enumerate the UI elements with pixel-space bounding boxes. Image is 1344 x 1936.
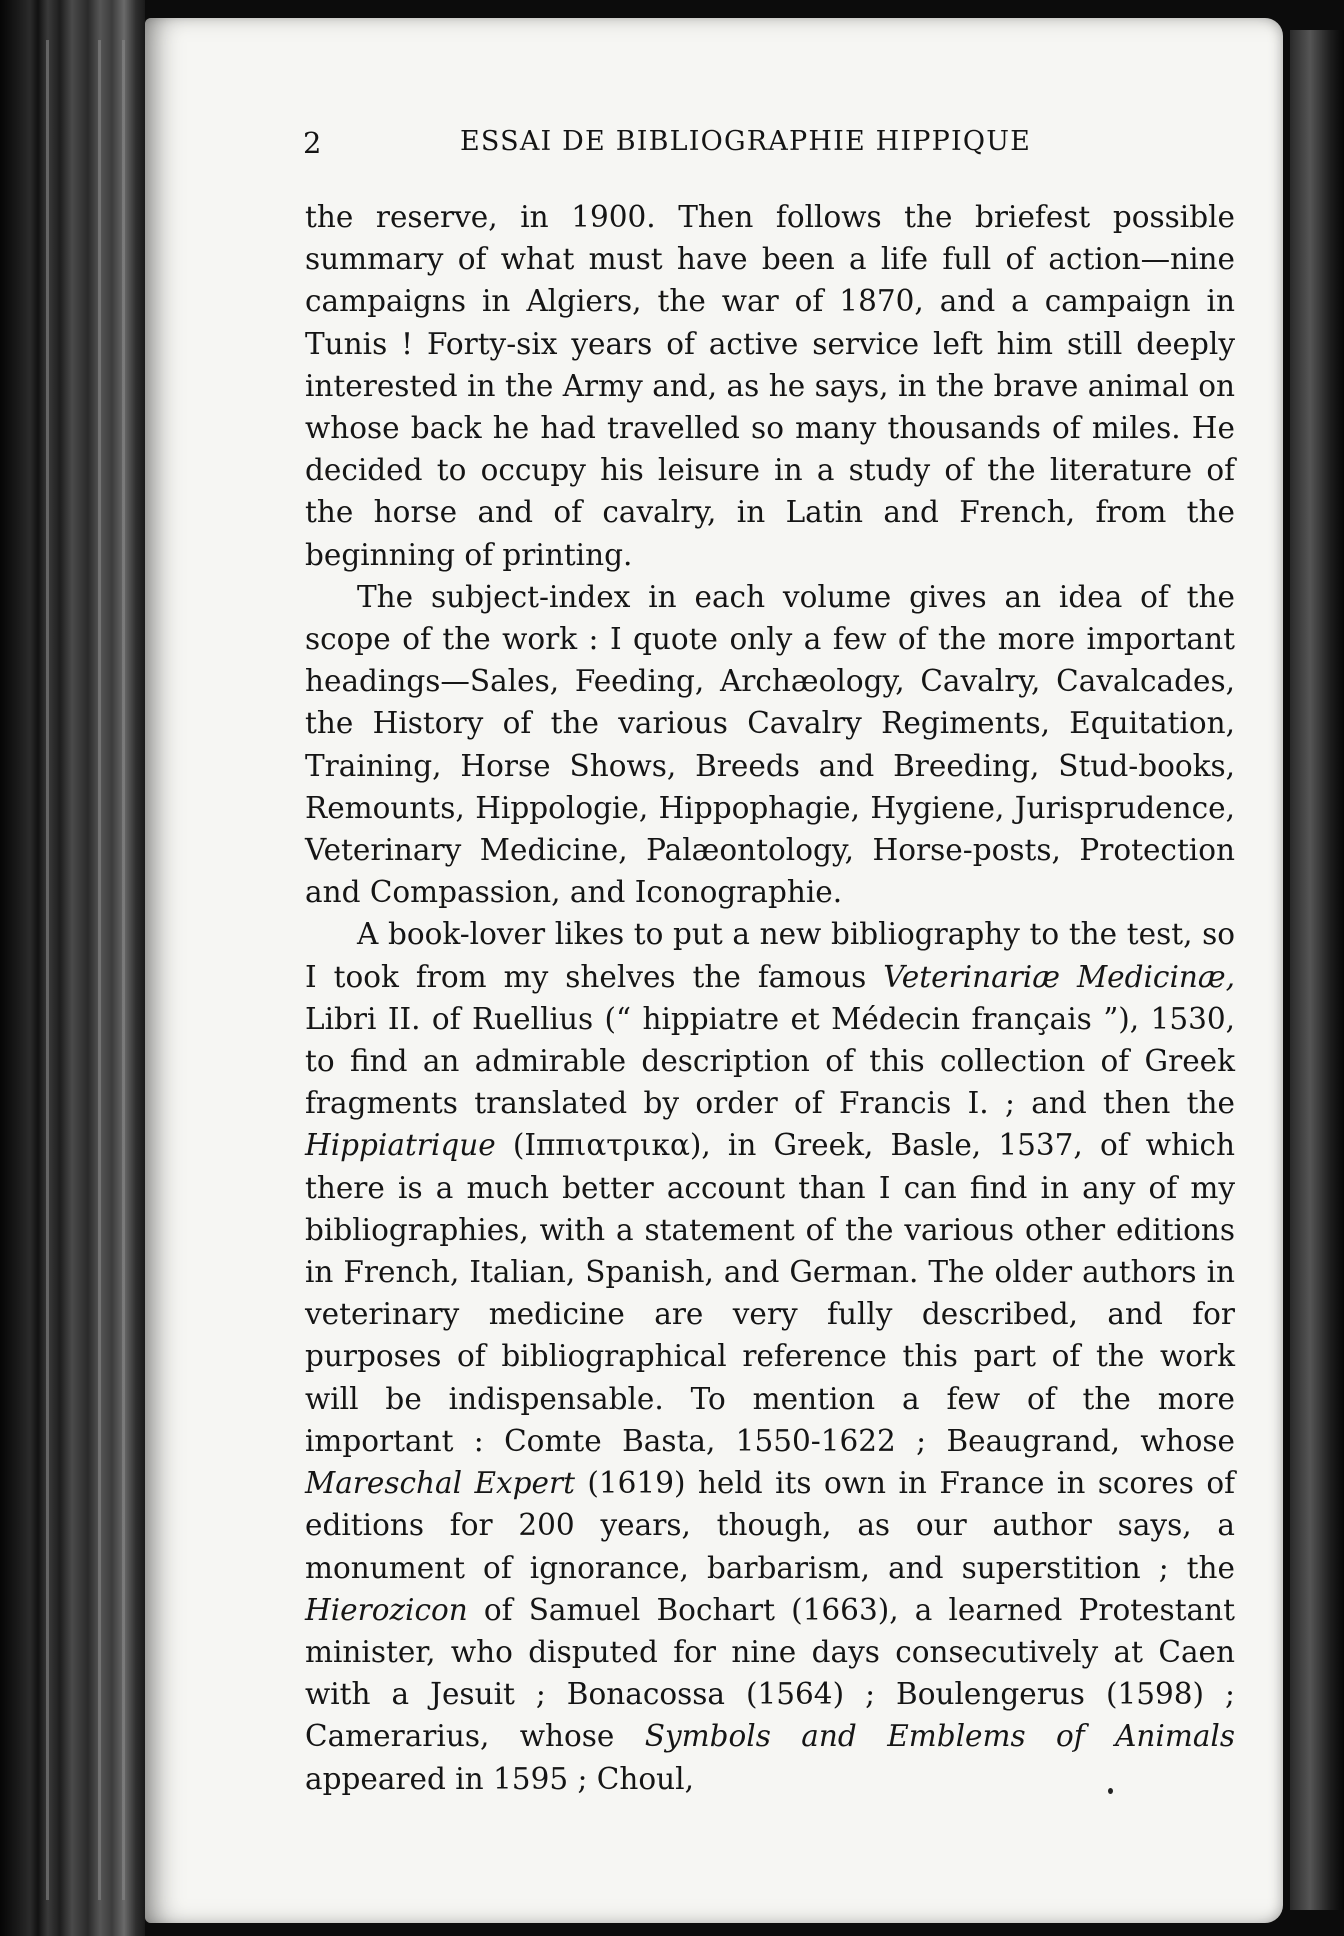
page-right-edge — [1290, 30, 1344, 1910]
running-title: ESSAI DE BIBLIOGRAPHIE HIPPIQUE — [460, 126, 1032, 157]
book-title: Hippiatrique — [305, 1128, 496, 1163]
paragraph-2: The subject-index in each volume gives an idea of the scope of the work : I quote only a few of the more important headings—Sales, Feeding, Archæology, Cavalry, Cavalcades, the History of the various Cavalry Regiments, Equitation, Training, Horse Shows, Breeds and Breeding, Stud-books, Remounts, Hippologie, Hippophagie, Hygiene, Jurisprudence, Veterinary Medicine, Palæontology, Horse-posts, Protection and Compassion, and Iconographie. — [305, 579, 1235, 910]
text-run: appeared in 1595 ; Choul, — [305, 1761, 694, 1796]
book-spine-edge — [0, 0, 145, 1936]
spine-line — [46, 40, 49, 1900]
text-run: Libri II. of Ruellius (“ hippiatre et Médecin français ”), 1530, to find an admirable description of this collection of Greek fragments translated by order of Francis I. ; and then the — [305, 1001, 1235, 1121]
book-title: Hierozicon — [305, 1592, 468, 1627]
book-title: Mareschal Expert — [305, 1466, 575, 1501]
book-title: Veterinariæ Medicinæ, — [883, 959, 1235, 994]
text-run: (1619) held its own in France in scores of editions for 200 years, though, as our author says, a monument of ignorance, barbarism, and superstition ; the — [305, 1466, 1235, 1585]
ink-speck — [1108, 1788, 1113, 1794]
text-run: (Ιππιατρικα), in Greek, Basle, 1537, of which there is a much better account than I can find in any of my bibliographies, with a statement of the various other editions in French, Italian, Spanish, and German. The older authors in veterinary medicine are very fully described, and for purposes of bibliographical reference this part of the work will be indispensable. To mention a few of the more important : Comte Basta, 1550-1622 ; Beaugrand, whose — [305, 1128, 1235, 1458]
page-sheet — [145, 18, 1283, 1923]
page-number: 2 — [303, 126, 322, 160]
text-run: of Samuel Bochart (1663), a learned Protestant minister, who disputed for nine days consecutively at Caen with a Jesuit ; Bonacossa (1564) ; Boulengerus (1598) ; Camerarius, whose — [305, 1592, 1235, 1754]
body-text — [305, 196, 1235, 1800]
paragraph-3 — [305, 913, 1235, 1799]
book-title: Symbols and Emblems of Animals — [644, 1719, 1235, 1754]
running-head — [145, 126, 1283, 172]
spine-line — [98, 40, 101, 1900]
text-run: A book-lover likes to put a new bibliography to the test, so I took from my shelves the famous — [305, 917, 1235, 994]
paragraph-1: the reserve, in 1900. Then follows the briefest possible summary of what must have been a life full of action—nine campaigns in Algiers, the war of 1870, and a campaign in Tunis ! Forty-six years of active service left him still deeply interested in the Army and, as he says, in the brave animal on whose back he had travelled so many thousands of miles. He decided to occupy his leisure in a study of the literature of the horse and of cavalry, in Latin and French, from the beginning of printing. — [305, 200, 1235, 572]
spine-line — [122, 40, 125, 1900]
